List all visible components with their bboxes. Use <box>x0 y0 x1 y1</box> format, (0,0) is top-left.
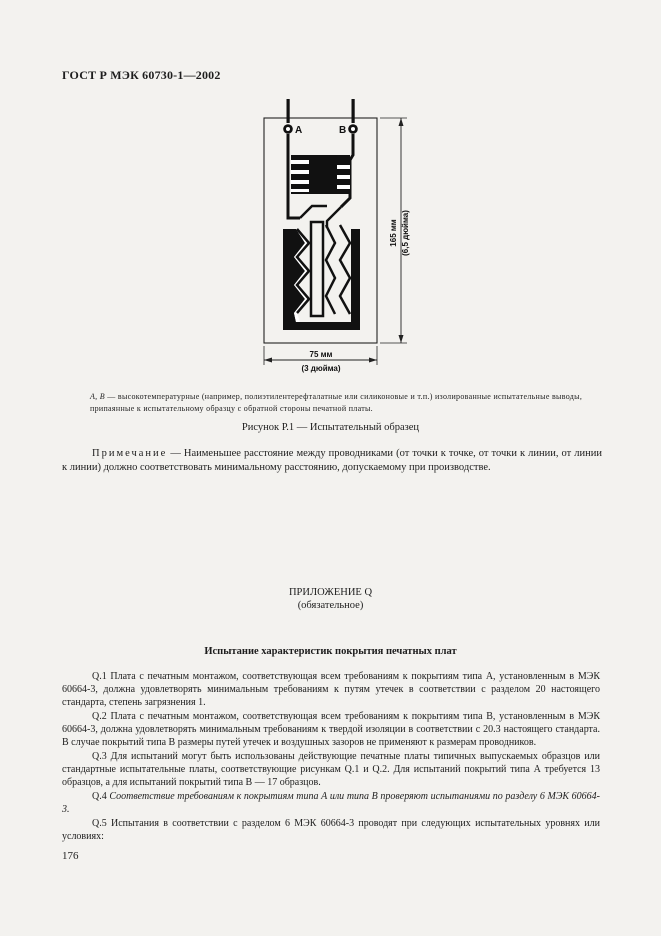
page-number: 176 <box>62 850 79 862</box>
paragraph-q3: Q.3 Для испытаний могут быть использованы действующие печатные платы типичных выпускаемых образцов или стандартные испытательные платы, соответствующие рисункам Q.1 и Q.2. Для испытаний покрытий типа А требуется 13 образцов, а для испытаний покрытий типа В — 17 образцов. <box>62 751 600 788</box>
figure-legend <box>90 391 610 415</box>
width-mm-label: 75 мм <box>309 350 333 359</box>
annex-title: ПРИЛОЖЕНИЕ Q <box>288 587 373 598</box>
figure-caption: Рисунок Р.1 — Испытательный образец <box>241 422 420 433</box>
section-title: Испытание характеристик покрытия печатных плат <box>204 646 457 657</box>
width-in-label: (3 дюйма) <box>301 364 341 373</box>
height-dimension <box>380 118 410 343</box>
figure-note <box>62 447 602 475</box>
test-specimen-figure <box>0 0 661 400</box>
terminal-lead-b <box>352 99 355 123</box>
height-in-label: (6,5 дюйма) <box>401 210 410 256</box>
legend-terminals: A, B <box>90 392 105 401</box>
board-outline <box>264 118 377 343</box>
width-dimension <box>264 346 377 373</box>
zigzag-conductors <box>283 222 360 330</box>
terminal-lead-a <box>287 99 290 123</box>
paragraph-q2: Q.2 Плата с печатным монтажом, соответствующая всем требованиям к покрытиям типа В, установленным в МЭК 60664-3, должна удовлетворять минимальным требованиям к твердой изоляции в соответствии с 20.3 настоящего стандарта. В случае покрытий типа В размеры путей утечек и воздушных зазоров не применяют к размерам проводников. <box>62 711 600 748</box>
annex-subtitle: (обязательное) <box>297 600 364 611</box>
paragraph-q1: Q.1 Плата с печатным монтажом, соответствующая всем требованиям к покрытиям типа А, установленным в МЭК 60664-3, должна удовлетворять минимальным требованиям к путям утечек в соответствии с разделом 20 настоящего стандарта, степень загрязнения 1. <box>62 671 600 708</box>
comb-pattern <box>291 155 350 194</box>
q4-number: Q.4 <box>92 791 110 802</box>
note-text: — Наименьшее расстояние между проводниками (от точки к точке, от точки к линии, от линии к линии) должно соответствовать минимальному расстоянию, допускаемому при производстве. <box>62 448 602 473</box>
terminal-label-b: B <box>339 125 347 136</box>
annex-heading <box>0 586 661 612</box>
q4-text: Соответствие требованиям к покрытиям типа А или типа В проверяют испытаниями по разделу 6 МЭК 60664-3. <box>62 791 600 815</box>
document-header: ГОСТ Р МЭК 60730-1—2002 <box>62 68 221 82</box>
terminal-label-a: A <box>295 125 303 136</box>
paragraph-q5: Q.5 Испытания в соответствии с разделом 6 МЭК 60664-3 проводят при следующих испытательных уровнях или условиях: <box>62 818 600 842</box>
note-label: Примечание <box>92 448 168 459</box>
legend-description: — высокотемпературные (например, полиэтилентерефталатные или силиконовые и т.п.) изолированные испытательные выводы, припаянные к испытательному образцу с обратной стороны печатной платы. <box>90 392 583 413</box>
height-mm-label: 165 мм <box>389 219 398 247</box>
body-text <box>62 670 600 844</box>
paragraph-q4 <box>62 790 600 816</box>
